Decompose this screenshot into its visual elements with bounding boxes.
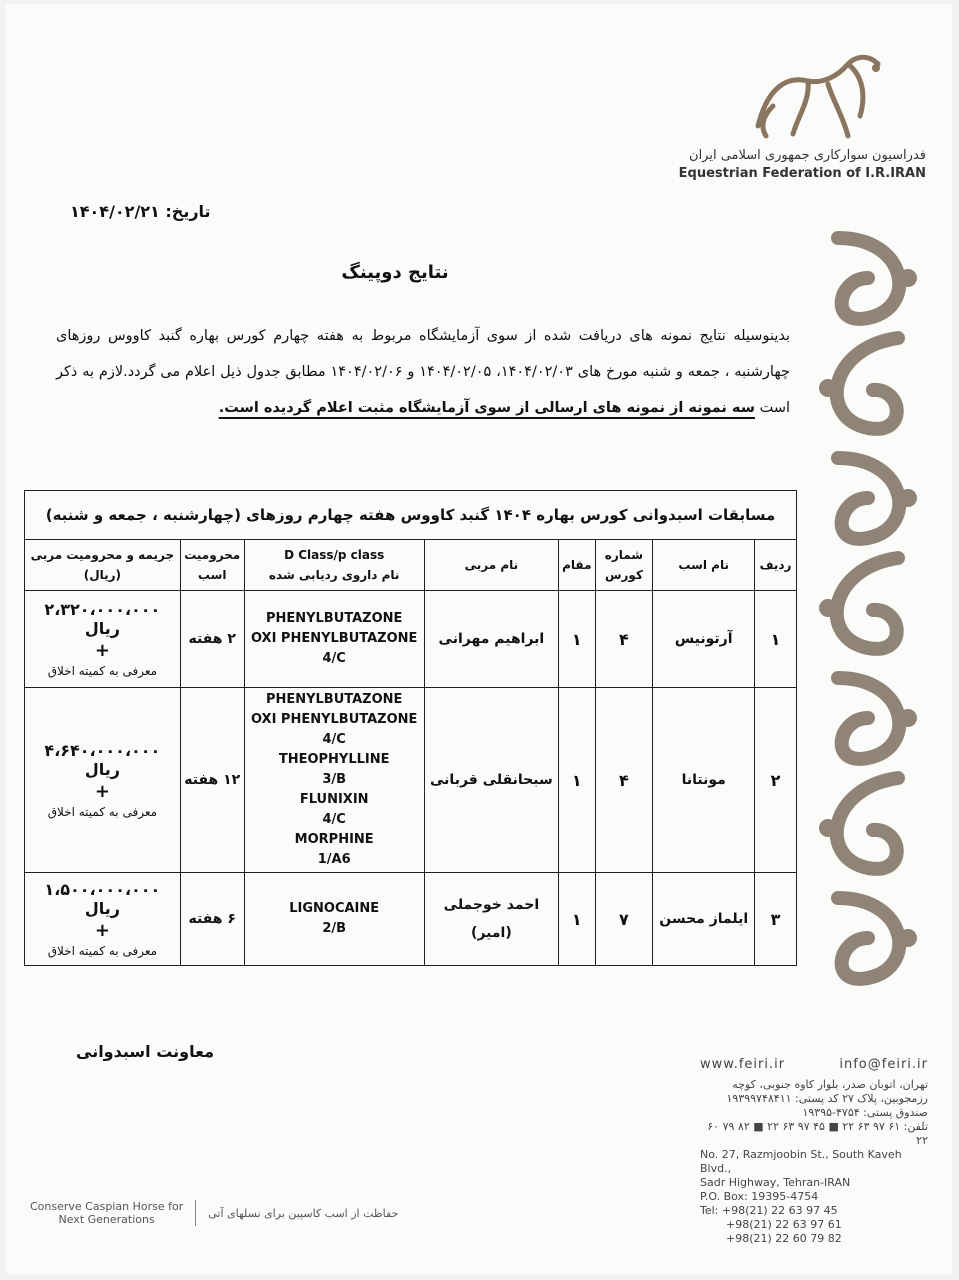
header-ban: محرومیت اسب [180,540,244,591]
drug-line: MORPHINE [294,832,374,847]
address-en-line: Sadr Highway, Tehran-IRAN [700,1176,851,1189]
cell-place: ۱ [559,591,595,688]
contact-web-row [700,1058,928,1072]
footer-slogan [30,1200,398,1226]
drug-line: 4/C [322,732,346,747]
trainer-nickname: (امیر) [471,925,512,941]
drug-line: THEOPHYLLINE [278,752,390,767]
paragraph-highlight: سه نمونه از نمونه های ارسالی از سوی آزمایشگاه مثبت اعلام گردیده است. [218,400,755,416]
drug-line: LIGNOCAINE [289,901,380,916]
cell-horse: مونتانا [653,688,755,873]
drug-line: OXI PHENYLBUTAZONE [250,631,418,646]
slogan-fa: حفاظت از اسب کاسپین برای نسلهای آتی [208,1206,399,1220]
website-link[interactable]: www.feiri.ir [700,1057,786,1072]
cell-drugs [244,873,424,966]
org-name-fa: فدراسیون سوارکاری جمهوری اسلامی ایران [689,148,926,163]
drug-line: PHENYLBUTAZONE [265,611,403,626]
phone-en: +98(21) 22 63 97 61 [726,1218,842,1231]
cell-race: ۴ [595,591,653,688]
penalty-referral: معرفی به کمیته اخلاق [47,944,158,958]
cell-ban: ۲ هفته [180,591,244,688]
table-row [25,873,797,966]
drug-line: 2/B [322,921,347,936]
penalty-amount: ۱،۵۰۰،۰۰۰،۰۰۰ ریال [44,880,161,918]
pobox-fa: صندوق پستی: ۴۷۵۴-۱۹۳۹۵ [802,1106,928,1119]
slogan-en-line: Conserve Caspian Horse for [30,1200,184,1213]
cell-drugs [244,688,424,873]
header-drug [244,540,424,591]
header-race-no: شماره کورس [595,540,653,591]
decorative-ornament [808,218,932,1018]
phone-en: Tel: +98(21) 22 63 97 45 [700,1204,838,1217]
penalty-amount: ۲،۳۲۰،۰۰۰،۰۰۰ ریال [44,600,161,638]
date-value: ۱۴۰۴/۰۲/۲۱ [70,202,160,221]
penalty-plus: + [94,920,110,941]
drug-line: 3/B [322,772,347,787]
penalty-amount: ۴،۶۴۰،۰۰۰،۰۰۰ ریال [44,741,161,779]
table-header-row [25,540,797,591]
penalty-referral: معرفی به کمیته اخلاق [47,664,158,678]
cell-trainer: ابراهیم مهرانی [424,591,558,688]
drug-line: 4/C [322,651,346,666]
cell-row-no: ۳ [755,873,797,966]
phone-en: +98(21) 22 60 79 82 [726,1232,842,1245]
cell-horse: آرتونیس [653,591,755,688]
address-fa-line: تهران، اتوبان صدر، بلوار کاوه جنوبی، کوچه [732,1078,928,1091]
penalty-plus: + [94,781,110,802]
pobox-en: P.O. Box: 19395-4754 [700,1190,819,1203]
document-title: نتایج دوپینگ [341,262,449,283]
slogan-en [30,1200,183,1226]
drug-line: 4/C [322,812,346,827]
cell-row-no: ۲ [755,688,797,873]
trainer-name: احمد خوجملی [443,897,540,913]
org-name-en: Equestrian Federation of I.R.IRAN [678,166,926,181]
table-row [25,591,797,688]
table-caption: مسابقات اسبدوانی کورس بهاره ۱۴۰۴ گنبد کاووس هفته چهارم روزهای (چهارشنبه ، جمعه و شنبه) [25,491,797,540]
penalty-referral: معرفی به کمیته اخلاق [47,805,158,819]
drug-line: FLUNIXIN [299,792,369,807]
cell-place: ۱ [559,688,595,873]
cell-ban: ۶ هفته [180,873,244,966]
header-row-no: ردیف [755,540,797,591]
cell-race: ۷ [595,873,653,966]
document-date [70,202,211,221]
header-drug-class: D Class/p class [284,548,385,562]
header-penalty-unit: (ریال) [83,568,122,582]
header-drug-name: نام داروی ردیابی شده [268,568,400,582]
body-paragraph [56,318,790,426]
cell-race: ۴ [595,688,653,873]
header-penalty [25,540,181,591]
header-trainer: نام مربی [424,540,558,591]
header-penalty-title: جریمه و محرومیت مربی [30,548,175,562]
signature-title: معاونت اسبدوانی [76,1042,215,1061]
header-horse: نام اسب [653,540,755,591]
cell-row-no: ۱ [755,591,797,688]
cell-trainer [424,873,558,966]
drug-line: OXI PHENYLBUTAZONE [250,712,418,727]
drug-line: PHENYLBUTAZONE [265,692,403,707]
email-link[interactable]: info@feiri.ir [839,1057,928,1072]
penalty-plus: + [94,640,110,661]
slogan-en-line: Next Generations [58,1213,155,1226]
cell-ban: ۱۲ هفته [180,688,244,873]
cell-drugs [244,591,424,688]
phone-fa: تلفن: ۶۱ ۹۷ ۶۳ ۲۲ ■ ۴۵ ۹۷ ۶۳ ۲۲ ■ ۸۲ ۷۹ ۶۰ ۲۲ [707,1120,928,1147]
cell-trainer: سبحانقلی قربانی [424,688,558,873]
horse-logo-icon [748,46,898,146]
address-fa-line: رزمجوبین، پلاک ۲۷ کد پستی: ۱۹۳۹۹۷۴۸۴۱۱ [726,1092,928,1105]
cell-place: ۱ [559,873,595,966]
cell-penalty [25,688,181,873]
doping-results-table [24,490,797,966]
contact-block [700,1058,928,1246]
address-en-line: No. 27, Razmjoobin St., South Kaveh Blvd., [700,1148,902,1175]
cell-horse: ایلماز محسن [653,873,755,966]
table-row [25,688,797,873]
cell-penalty [25,591,181,688]
cell-penalty [25,873,181,966]
paragraph-text: بدینوسیله نتایج نمونه های دریافت شده از سوی آزمایشگاه مربوط به هفته چهارم کورس بهاره گنبد کاووس روزهای چهارشنبه ، جمعه و شنبه مورخ های ۱۴۰۴/۰۲/۰۳، ۱۴۰۴/۰۲/۰۵ و ۱۴۰۴/۰۲/۰۶ مطابق جدول ذیل اعلام می گردد.لازم به ذکر است [56,328,790,416]
slogan-divider [195,1200,196,1226]
date-label: تاریخ: [165,202,211,221]
header-place: مقام [559,540,595,591]
drug-line: 1/A6 [317,852,351,867]
